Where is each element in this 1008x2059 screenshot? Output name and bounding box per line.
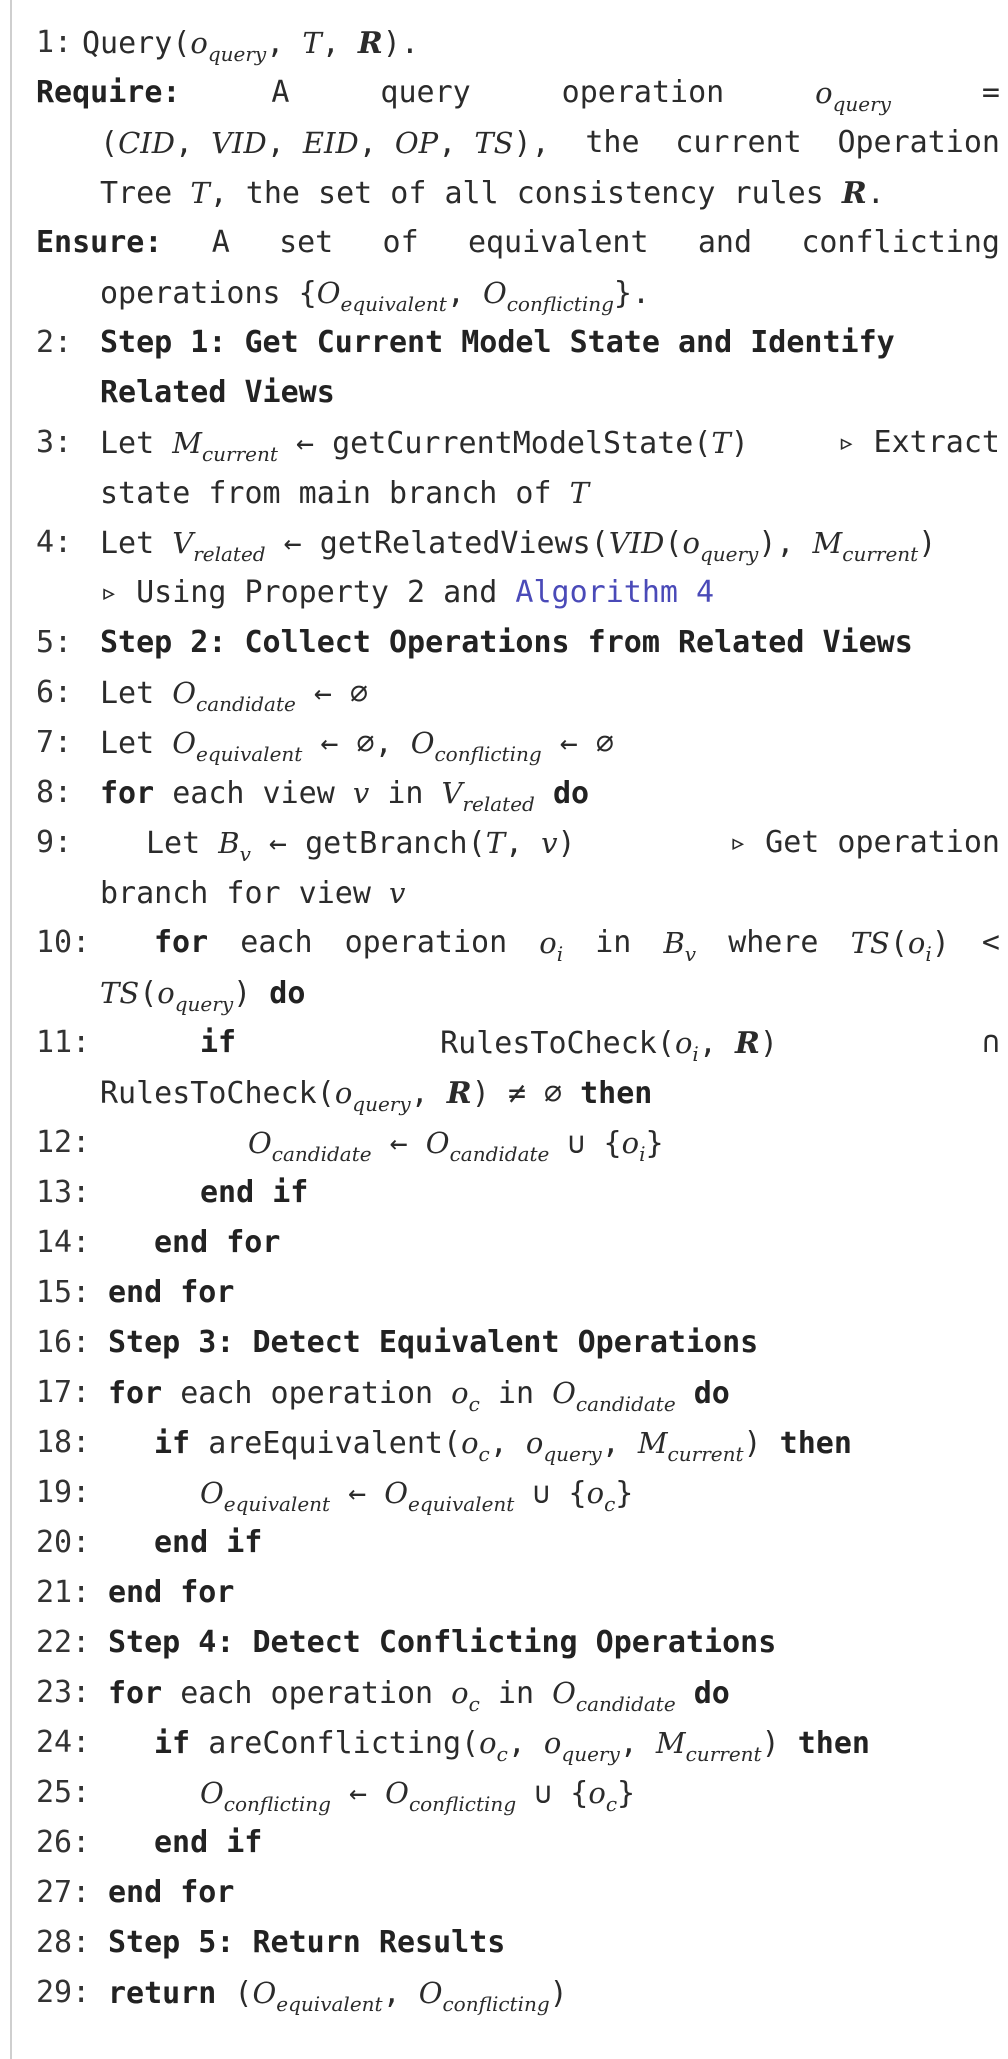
algo-line-17: 17: for each operation $o_c$ in $O_{candidate}$ do: [36, 1375, 730, 1416]
algo-line-4: 4: Let $V_{related}$ ← $getRelatedViews(VID(o_{query})$, $M_{current}$): [36, 525, 937, 566]
algo-line-10: 10: for each operation $o_i$ in $B_v$ where $TS(o_i)$ <: [36, 925, 1000, 966]
algo-line-11: 11: if $RulesToCheck(o_i$, R) ∩: [36, 1025, 1000, 1066]
algo-line-29: 29: return ($O_{equivalent}$, $O_{conflicting}$): [36, 1975, 568, 2016]
algo-line-3: 3: Let $M_{current}$ ← getCurrentModelState(T) ▹ Extract: [36, 418, 1000, 468]
algo-line-16: 16: Step 3: Detect Equivalent Operations: [36, 1318, 1000, 1368]
line-number: 1:: [36, 25, 73, 60]
algo-line-5: 5: Step 2: Collect Operations from Related Views: [36, 618, 1000, 668]
algo-line-26: 26: end if: [36, 1825, 263, 1860]
algo-line-15: 15: end for: [36, 1275, 235, 1310]
algo-line-2: 2: Step 1: Get Current Model State and Identify: [36, 318, 1000, 368]
function-name: Query: [82, 26, 173, 61]
comment: ▹ Extract: [837, 425, 1000, 460]
algo-line-20: 20: end if: [36, 1525, 263, 1560]
algo-line-27: 27: end for: [36, 1875, 235, 1910]
step-5-title: Step 5: Return Results: [108, 1925, 506, 1960]
algo-line-28: 28: Step 5: Return Results: [36, 1918, 1000, 1968]
ensure-label: Ensure:: [36, 225, 163, 260]
algo-line-24: 24: if $areConflicting(o_c$, $o_{query}$, $M_{current}$) then: [36, 1725, 870, 1766]
algo-line-1: 1: $Query(o_{query}$, T, R).: [36, 18, 1000, 68]
algorithm-block: 1: $Query(o_{query}$, T, R). Require: A query operation $o_{query}$ = (CID, VID, EID, OP, TS), the current Operation Tree T, the set of all consistency rules R. Ensure: A set of equivalent and conflicting operations {$O_{equivalent}$, $O_{conflicting}$}. 2: Step 1: Get Current Model State and Identify Related Views 3: Let $M_{current}$ ← getCurrentModelState(T) ▹ Extract state from main branch of T 4: Let $V_{related}$ ← $getRelatedViews(VID(o_{query})$, $M_{current}$) ▹ Using Property 2 and Algorithm 4 5: Step 2: Collect Operations from Related Views 6: Let $O_{candidate}$ ← ∅ 7: Let $O_{equivalent}$ ← ∅, $O_{conflicting}$ ← ∅ 8: for each view v in $V_{related}$ do 9: Let $B_v$ ← getBranch(T, v) ▹ Get operation branch for view v 10: for each operation $o_i$ in $B_v$ where $TS(o_i)$ < $TS(o_{query})$ do 11: if $RulesToCheck(o_i$, R) ∩ $RulesToCheck(o_{query}$, R) ≠ ∅ then 12: $O_{candidate}$ ← $O_{candidate}$ ∪ $\{o_i\}$ 13: end if 14: end for 15: end for 16: Step 3: Detect Equivalent Operations 17: for each operation $o_c$ in $O_{candidate}$ do 18: if $areEquivalent(o_c$, $o_{query}$, $M_{current}$) then 19: $O_{equivalent}$ ← $O_{equivalent}$ ∪ $\{o_c\}$ 20: end if 21: end for 22: Step 4: Detect Conflicting Operations 23: for each operation $o_c$ in $O_{candidate}$ do 24: if $areConflicting(o_c$, $o_{query}$, $M_{current}$) then 25: $O_{conflicting}$ ← $O_{conflicting}$ ∪ $\{o_c\}$ 26: end if 27: end for 28: Step 5: Return Results 29: return ($O_{equivalent}$, $O_{conflicting}$): [36, 18, 1000, 2018]
algo-line-25: 25: $O_{conflicting}$ ← $O_{conflicting}$ ∪ $\{o_c\}$: [36, 1775, 636, 1816]
algo-line-23: 23: for each operation $o_c$ in $O_{candidate}$ do: [36, 1675, 730, 1716]
step-2-title: Step 2: Collect Operations from Related Views: [100, 625, 913, 660]
algo-line-13: 13: end if: [36, 1175, 309, 1210]
algo-line-18: 18: if $areEquivalent(o_c$, $o_{query}$, $M_{current}$) then: [36, 1425, 852, 1466]
algo-line-9: 9: Let $B_v$ ← getBranch(T, v) ▹ Get operation: [36, 818, 1000, 868]
comment: ▹ Get operation: [729, 825, 1000, 860]
ensure-line: Ensure: A set of equivalent and conflicting: [36, 218, 1000, 268]
require-line: Require: A query operation $o_{query}$ =: [36, 68, 1000, 118]
step-3-title: Step 3: Detect Equivalent Operations: [108, 1325, 759, 1360]
step-1-title: Step 1: Get Current Model State and Identify: [100, 325, 895, 360]
algorithm-4-link[interactable]: Algorithm 4: [515, 575, 715, 610]
require-label: Require:: [36, 75, 181, 110]
algorithm-left-rule: [10, 0, 12, 2059]
algo-line-19: 19: $O_{equivalent}$ ← $O_{equivalent}$ ∪ $\{o_c\}$: [36, 1475, 634, 1516]
algo-line-22: 22: Step 4: Detect Conflicting Operations: [36, 1618, 1000, 1668]
algo-line-8: 8: for each view v in $V_{related}$ do: [36, 775, 590, 816]
algo-line-6: 6: Let $O_{candidate}$ ← ∅: [36, 675, 369, 716]
algo-line-12: 12: $O_{candidate}$ ← $O_{candidate}$ ∪ $\{o_i\}$: [36, 1125, 664, 1166]
algo-line-7: 7: Let $O_{equivalent}$ ← ∅, $O_{conflicting}$ ← ∅: [36, 725, 614, 766]
algo-line-14: 14: end for: [36, 1225, 281, 1260]
step-4-title: Step 4: Detect Conflicting Operations: [108, 1625, 777, 1660]
algo-line-21: 21: end for: [36, 1575, 235, 1610]
